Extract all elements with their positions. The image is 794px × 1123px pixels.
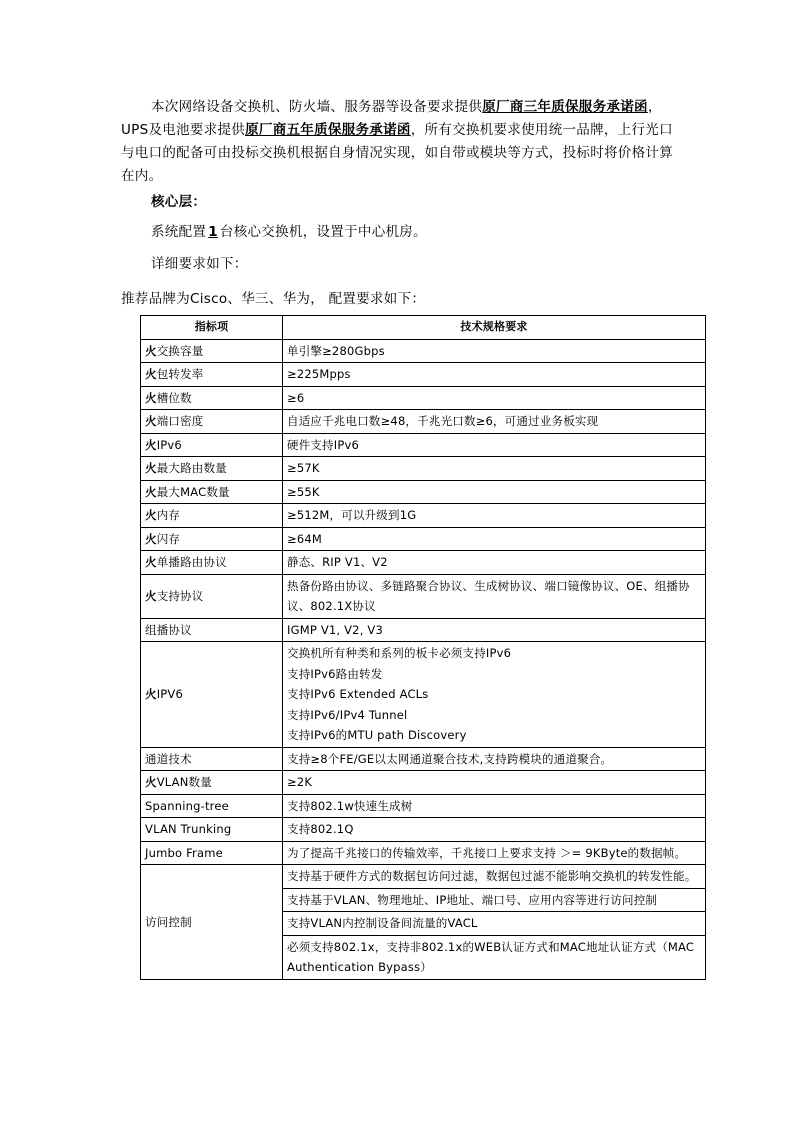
spec-text: 为了提高千兆接口的传输效率，千兆接口上要求支持 ＞= 9KByte的数据帧。: [287, 845, 687, 860]
spec-text: ≥512M，可以升级到1G: [287, 508, 417, 522]
table-row: [141, 642, 706, 748]
spec-cell: [283, 339, 706, 363]
table-row: [141, 386, 706, 410]
intro-text-2: ，UPS及电池要求提供: [121, 99, 662, 138]
spec-text: ≥2K: [287, 775, 313, 789]
indicator-cell: [141, 386, 283, 410]
spec-text: 单引擎≥280Gbps: [287, 343, 385, 358]
spec-text: IGMP V1, V2, V3: [287, 622, 383, 637]
spec-cell: [283, 771, 706, 795]
core-layer-heading: 核心层：: [151, 194, 207, 210]
spec-cell: [283, 410, 706, 434]
key-mark: 火: [145, 461, 157, 475]
spec-text: 支持802.1w快速生成树: [287, 798, 413, 813]
table-row: [141, 551, 706, 575]
config-text-before: 系统配置: [151, 224, 207, 240]
key-mark: 火: [145, 367, 157, 381]
key-mark: 火: [145, 531, 157, 546]
key-mark: 火: [145, 555, 157, 569]
spec-text: 交换机所有种类和系列的板卡必须支持IPv6: [287, 646, 512, 660]
header-spec: 技术规格要求: [283, 316, 706, 340]
key-mark: 火: [145, 390, 157, 405]
spec-cell: [283, 574, 706, 618]
table-row: [141, 618, 706, 642]
spec-text: ≥225Mpps: [287, 367, 351, 381]
spec-table: [140, 315, 706, 980]
key-mark: 火: [145, 508, 157, 522]
spec-text: 支持802.1Q: [287, 822, 354, 836]
indicator-cell: [141, 771, 283, 795]
intro-emphasis-2: 原厂商五年质保服务承诺函: [245, 122, 411, 138]
indicator-cell: [141, 527, 283, 551]
indicator-name: 最大路由数量: [156, 461, 227, 475]
key-mark: 火: [145, 343, 157, 358]
spec-cell: [283, 457, 706, 481]
key-mark: 火: [145, 437, 157, 452]
indicator-name: VLAN Trunking: [145, 822, 232, 836]
table-row: [141, 771, 706, 795]
spec-text: 硬件支持IPv6: [287, 437, 360, 452]
indicator-cell: [141, 433, 283, 457]
config-text-after: 台核心交换机，设置于中心机房。: [219, 224, 427, 240]
indicator-cell: [141, 339, 283, 363]
config-number: 1: [208, 224, 218, 240]
indicator-name: Jumbo Frame: [145, 845, 223, 860]
indicator-name: 支持协议: [156, 588, 204, 603]
spec-text: 支持IPv6 Extended ACLs: [287, 687, 429, 701]
spec-text: 支持IPv6的MTU path Discovery: [287, 728, 467, 742]
indicator-cell: [141, 642, 283, 748]
spec-text: ≥6: [287, 390, 305, 405]
spec-cell: [283, 433, 706, 457]
table-row: [141, 480, 706, 504]
spec-cell: [283, 504, 706, 528]
indicator-cell: [141, 551, 283, 575]
indicator-cell: [141, 841, 283, 865]
spec-table-body: [141, 339, 706, 979]
spec-cell: [283, 363, 706, 387]
indicator-name: IPv6: [156, 437, 182, 452]
table-row: [141, 818, 706, 842]
indicator-cell: [141, 574, 283, 618]
key-mark: 火: [145, 687, 157, 701]
indicator-name: 闪存: [156, 531, 181, 546]
indicator-cell: [141, 818, 283, 842]
indicator-cell: [141, 747, 283, 771]
indicator-cell: [141, 504, 283, 528]
spec-cell: [283, 618, 706, 642]
indicator-name: 组播协议: [145, 622, 192, 637]
spec-text: 热备份路由协议、多链路聚合协议、生成树协议、端口镜像协议、OE、组播协议、802.1X协议: [287, 578, 690, 613]
indicator-cell: [141, 363, 283, 387]
spec-text: 支持IPv6路由转发: [287, 666, 383, 681]
table-row: [141, 410, 706, 434]
detail-line: 详细要求如下：: [151, 256, 248, 272]
indicator-name: 通道技术: [145, 751, 192, 766]
intro-text-1: 本次网络设备交换机、防火墙、服务器等设备要求提供: [151, 99, 483, 115]
spec-cell: [283, 386, 706, 410]
table-header-row: [141, 316, 706, 340]
indicator-cell: [141, 794, 283, 818]
spec-text: 支持≥8个FE/GE以太网通道聚合技术,支持跨模块的通道聚合。: [287, 751, 613, 766]
key-mark: 火: [145, 414, 157, 428]
table-row: [141, 504, 706, 528]
spec-text: 自适应千兆电口数≥48，千兆光口数≥6，可通过业务板实现: [287, 414, 599, 428]
key-mark: 火: [145, 775, 157, 789]
access-control-spec: 支持基于VLAN、物理地址、IP地址、端口号、应用内容等进行访问控制: [283, 888, 706, 912]
intro-emphasis-1: 原厂商三年质保服务承诺函: [482, 99, 648, 115]
spec-text: ≥55K: [287, 484, 320, 499]
spec-cell: [283, 642, 706, 748]
indicator-name: 交换容量: [156, 343, 204, 358]
key-mark: 火: [145, 588, 157, 603]
access-control-spec: 支持基于硬件方式的数据包访问过滤，数据包过滤不能影响交换机的转发性能。: [283, 865, 706, 889]
spec-cell: [283, 551, 706, 575]
table-row: [141, 457, 706, 481]
indicator-cell: [141, 480, 283, 504]
indicator-name: 端口密度: [156, 414, 204, 428]
table-row: [141, 363, 706, 387]
spec-text: ≥64M: [287, 531, 322, 546]
indicator-name: 单播路由协议: [156, 555, 227, 569]
spec-text: ≥57K: [287, 461, 320, 475]
spec-cell: [283, 747, 706, 771]
table-row: [141, 527, 706, 551]
table-row: [141, 841, 706, 865]
recommend-line: 推荐品牌为Cisco、华三、华为， 配置要求如下：: [121, 291, 426, 307]
spec-cell: [283, 480, 706, 504]
intro-text-3: ，所有交换机要求使用统一品牌，上行光口与电口的配备可由投标交换机根据自身情况实现，如自带或模块等方式，投标时将价格计算在内。: [121, 122, 673, 184]
config-line: [151, 222, 427, 242]
table-row: [141, 794, 706, 818]
indicator-name: 最大MAC数量: [156, 484, 230, 499]
spec-text: 静态、RIP V1、V2: [287, 555, 388, 569]
indicator-cell: [141, 410, 283, 434]
spec-cell: [283, 527, 706, 551]
intro-paragraph: [121, 96, 681, 188]
access-control-spec: 必须支持802.1x，支持非802.1x的WEB认证方式和MAC地址认证方式（MAC Authentication Bypass）: [283, 935, 706, 979]
access-control-cell: 访问控制: [141, 865, 283, 980]
indicator-name: IPV6: [156, 687, 184, 701]
table-row: [141, 574, 706, 618]
table-row: [141, 747, 706, 771]
access-control-spec: 支持VLAN内控制设备间流量的VACL: [283, 912, 706, 936]
spec-cell: [283, 818, 706, 842]
key-mark: 火: [145, 484, 157, 499]
indicator-name: 槽位数: [156, 390, 192, 405]
indicator-cell: [141, 457, 283, 481]
table-row: [141, 865, 706, 889]
spec-cell: [283, 841, 706, 865]
spec-text: 支持IPv6/IPv4 Tunnel: [287, 707, 408, 722]
table-row: [141, 339, 706, 363]
indicator-name: VLAN数量: [156, 775, 212, 789]
indicator-cell: [141, 618, 283, 642]
indicator-name: 包转发率: [156, 367, 204, 381]
spec-cell: [283, 794, 706, 818]
indicator-name: Spanning-tree: [145, 798, 229, 813]
indicator-name: 内存: [156, 508, 181, 522]
table-row: [141, 433, 706, 457]
header-indicator: 指标项: [141, 316, 283, 340]
